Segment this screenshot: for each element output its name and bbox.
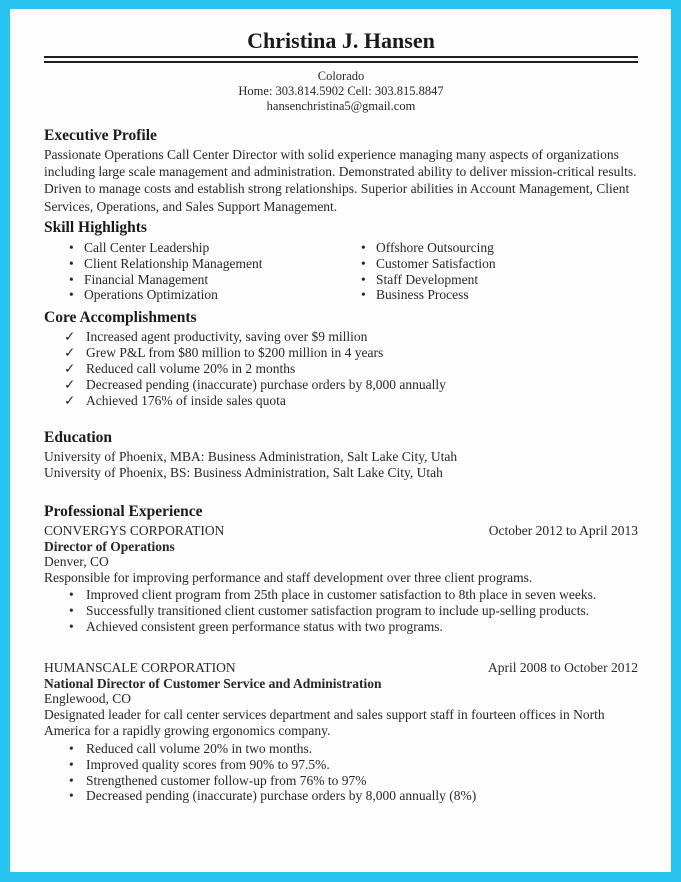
job-bullet-item	[69, 773, 638, 789]
job-bullet-label: Decreased pending (inaccurate) purchase orders by 8,000 annually (8%)	[86, 788, 477, 804]
contact-block	[44, 69, 638, 115]
bullet-icon: •	[69, 271, 74, 287]
job-summary: Designated leader for call center services department and sales support staff in fourteen offices in North America for a rapidly growing ergonomics company.	[44, 706, 605, 739]
accomplishment-item-label: Achieved 176% of inside sales quota	[86, 393, 286, 409]
job-title: Director of Operations	[44, 538, 175, 554]
skills-column-left	[44, 240, 336, 303]
job-bullet-label: Achieved consistent green performance status with two programs.	[86, 618, 443, 634]
job-company: CONVERGYS CORPORATION	[44, 523, 225, 539]
section-skill-highlights	[44, 219, 638, 303]
bullet-icon: •	[69, 255, 74, 271]
job-bullet-label: Strengthened customer follow-up from 76% to 97%	[86, 772, 367, 788]
bullet-icon: •	[361, 287, 366, 303]
job-location: Englewood, CO	[44, 691, 131, 707]
section-executive-profile	[44, 127, 638, 216]
bullet-icon: •	[69, 602, 74, 618]
job-bullet-label: Reduced call volume 20% in two months.	[86, 740, 313, 756]
accomplishment-item-label: Reduced call volume 20% in 2 months	[86, 361, 296, 377]
skill-item	[361, 272, 638, 288]
contact-phones: Home: 303.814.5902 Cell: 303.815.8847	[238, 84, 444, 99]
heading-professional-experience: Professional Experience	[44, 503, 203, 521]
skill-item-label: Operations Optimization	[84, 287, 218, 303]
accomplishment-item-label: Grew P&L from $80 million to $200 million in 4 years	[86, 345, 384, 361]
accomplishment-item	[64, 361, 638, 377]
skill-item	[69, 240, 336, 256]
accomplishment-item	[64, 329, 638, 345]
job-bullet-item	[69, 741, 638, 757]
bullet-icon: •	[69, 772, 74, 788]
job-location: Denver, CO	[44, 554, 109, 570]
bullet-icon: •	[361, 255, 366, 271]
skills-column-right	[336, 240, 638, 303]
accomplishments-list	[44, 329, 638, 409]
heading-skill-highlights: Skill Highlights	[44, 219, 147, 237]
skill-item-label: Customer Satisfaction	[376, 255, 496, 271]
bullet-icon: •	[69, 240, 74, 256]
skills-columns	[44, 240, 638, 303]
skill-item	[69, 287, 336, 303]
job-dates: October 2012 to April 2013	[488, 523, 638, 539]
job-header	[44, 660, 638, 676]
bullet-icon: •	[69, 740, 74, 756]
skill-item	[361, 240, 638, 256]
executive-profile-text: Passionate Operations Call Center Director with solid experience managing many aspects of organizations including large scale management and administration. Demonstrated ability to deliver mission-critical results. Driven to manage costs and establish strong relationships. Superior abilities in Account Management, Client Services, Operations, and Sales Support Management.	[44, 146, 637, 214]
bullet-icon: •	[361, 271, 366, 287]
skill-item	[361, 256, 638, 272]
section-education	[44, 429, 638, 481]
bullet-icon: •	[69, 756, 74, 772]
education-item: University of Phoenix, MBA: Business Administration, Salt Lake City, Utah	[44, 449, 458, 465]
skill-item-label: Staff Development	[376, 271, 479, 287]
education-list	[44, 449, 638, 481]
contact-email: hansenchristina5@gmail.com	[266, 99, 416, 114]
resume-header	[44, 29, 638, 115]
accomplishment-item	[64, 345, 638, 361]
job-bullet-label: Successfully transitioned client customer satisfaction program to include up-selling products.	[86, 602, 590, 618]
candidate-name: Christina J. Hansen	[247, 28, 435, 53]
bullet-icon: •	[69, 618, 74, 634]
heading-executive-profile: Executive Profile	[44, 126, 157, 144]
heading-education: Education	[44, 429, 113, 447]
resume-document	[10, 9, 671, 872]
job-bullet-label: Improved client program from 25th place in customer satisfaction to 8th place in seven weeks.	[86, 587, 597, 603]
accomplishment-item-label: Increased agent productivity, saving over $9 million	[86, 329, 368, 345]
check-icon: ✓	[64, 345, 76, 361]
job-entry-humanscale	[44, 660, 638, 804]
section-professional-experience	[44, 503, 638, 804]
job-bullet-item	[69, 788, 638, 804]
accomplishment-item	[64, 377, 638, 393]
check-icon: ✓	[64, 393, 76, 409]
check-icon: ✓	[64, 377, 76, 393]
skill-item	[69, 256, 336, 272]
job-summary: Responsible for improving performance and staff development over three client programs.	[44, 569, 533, 585]
job-bullet-item	[69, 619, 638, 635]
check-icon: ✓	[64, 361, 76, 377]
bullet-icon: •	[69, 287, 74, 303]
skill-item	[69, 272, 336, 288]
job-bullet-item	[69, 587, 638, 603]
job-bullet-label: Improved quality scores from 90% to 97.5%.	[86, 756, 330, 772]
skill-item-label: Offshore Outsourcing	[376, 240, 494, 256]
job-bullet-item	[69, 603, 638, 619]
bullet-icon: •	[361, 240, 366, 256]
accomplishment-item	[64, 393, 638, 409]
skill-item-label: Financial Management	[84, 271, 209, 287]
skill-item	[361, 287, 638, 303]
job-title: National Director of Customer Service and Administration	[44, 675, 382, 691]
section-core-accomplishments	[44, 309, 638, 409]
skill-item-label: Call Center Leadership	[84, 240, 210, 256]
bullet-icon: •	[69, 788, 74, 804]
job-bullet-list	[44, 741, 638, 804]
skill-item-label: Business Process	[376, 287, 469, 303]
accomplishment-item-label: Decreased pending (inaccurate) purchase orders by 8,000 annually	[86, 377, 446, 393]
header-divider	[44, 56, 638, 63]
contact-location: Colorado	[317, 69, 365, 83]
job-entry-convergys	[44, 523, 638, 634]
job-company: HUMANSCALE CORPORATION	[44, 660, 236, 676]
education-item: University of Phoenix, BS: Business Administration, Salt Lake City, Utah	[44, 465, 443, 481]
check-icon: ✓	[64, 329, 76, 345]
skill-item-label: Client Relationship Management	[84, 255, 263, 271]
bullet-icon: •	[69, 587, 74, 603]
job-bullet-item	[69, 757, 638, 773]
job-header	[44, 523, 638, 539]
job-dates: April 2008 to October 2012	[488, 660, 638, 676]
job-bullet-list	[44, 587, 638, 634]
heading-core-accomplishments: Core Accomplishments	[44, 309, 197, 327]
